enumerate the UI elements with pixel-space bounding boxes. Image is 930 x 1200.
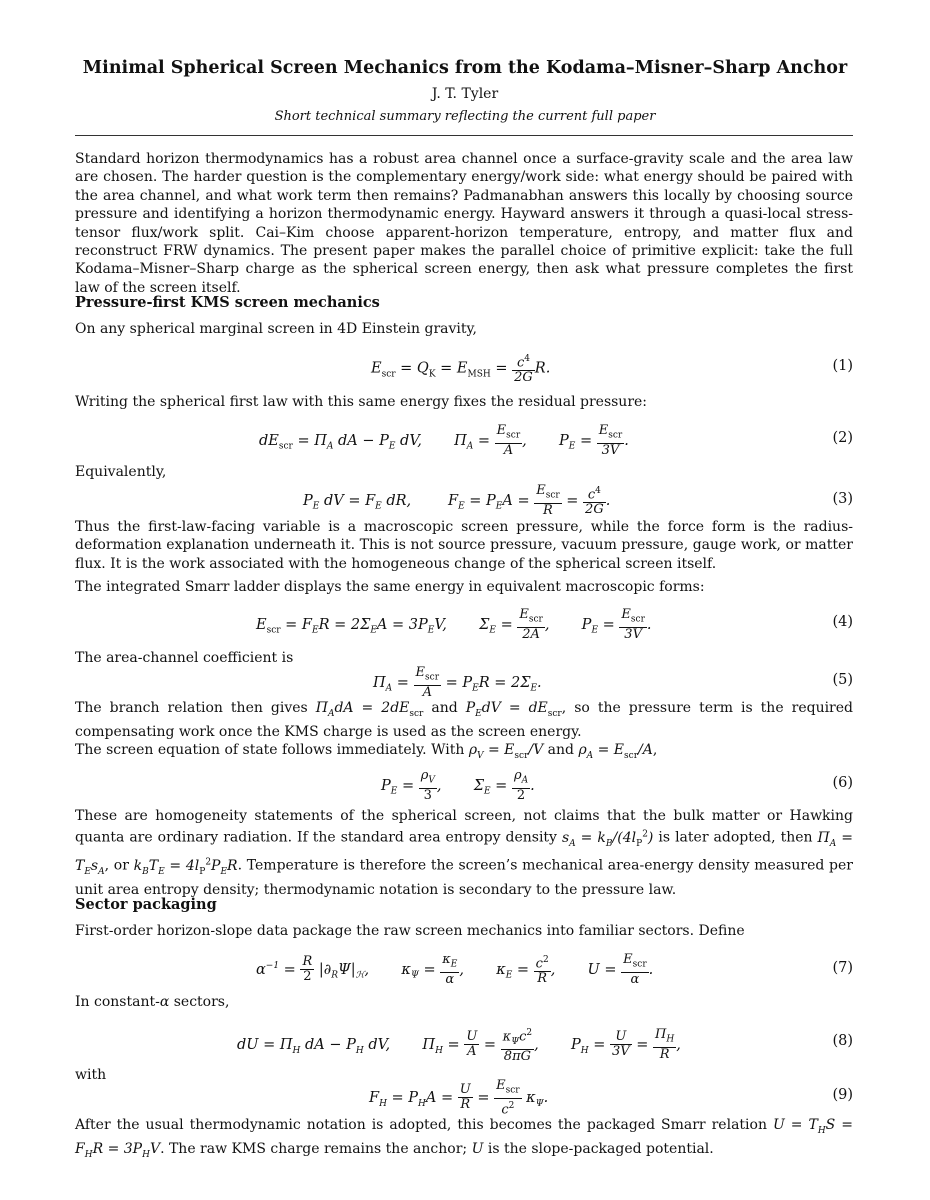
paragraph: In constant-α sectors, — [75, 994, 230, 1010]
paragraph: First-order horizon-slope data package the raw screen mechanics into familiar sectors. Define — [75, 923, 745, 939]
equation-6: $P_E$ = $\frac{\rho_V}{3}$ , $\Sigma_E$ = $\frac{\rho_A}{2}$ . (6) — [381, 768, 853, 803]
paragraph: with — [75, 1067, 107, 1083]
paragraph: Thus the first-law-facing variable is a macroscopic screen pressure, while the force form is the radius-deformation explanation underneath it. This is not source pressure, vacuum pressure, gauge work, or matter flux. It is the work associated with the homogeneous change of the spherical screen itself. — [75, 519, 853, 572]
equation-number: (6) — [832, 775, 853, 791]
equation-1: $E_{scr} = Q_K = E_{MSH}$ = $\frac{c^4}{2G}$ R. (1) — [371, 354, 853, 386]
intro-paragraph: Standard horizon thermodynamics has a robust area channel once a surface-gravity scale and the area law are chosen. The harder question is the complementary energy/work side: what energy should be paired with the area channel, and what work term then remains? Padmanabhan answers this locally by choosing source pressure and identifying a horizon thermodynamic energy. Hayward answers it through a quasi-local stress-tensor flux/work split. Cai–Kim choose apparent-horizon temperature, entropy, and matter flux and reconstruct FRW dynamics. The present paper makes the parallel choice of primitive explicit: take the full Kodama–Misner–Sharp charge as the spherical screen energy, then ask what pressure completes the first law of the screen itself. — [75, 151, 853, 296]
paragraph: These are homogeneity statements of the spherical screen, not claims that the bulk matter or Hawking quanta are ordinary radiation. If the standard area entropy density $s_A = k_B/(4l_P^2)$ is later adopted, then $\Pi_A = T_Es_A$, or $k_BT_E = 4l_P^2P_ER$. Temperature is therefore the screen’s mechanical area-energy density measured per unit area entropy density; thermodynamic notation is secondary to the pressure law. — [75, 808, 853, 899]
subtitle: Short technical summary reflecting the current full paper — [274, 109, 656, 124]
author: J. T. Tyler — [431, 86, 499, 102]
paragraph: The screen equation of state follows immediately. With $\rho_V = E_{scr}/V$ and $\rho_A = E_{scr}/A$, — [75, 742, 658, 761]
equation-number: (4) — [832, 614, 853, 630]
equation-number: (1) — [832, 358, 853, 374]
equation-number: (2) — [832, 430, 853, 446]
equation-4: $E_{scr} = F_ER = 2\Sigma_EA = 3P_EV$, $\Sigma_E$ = $\frac{E_{scr}}{2A}$ , $P_E$ = $\frac{E_{scr}}{3V}$ . (4) — [256, 607, 853, 642]
equation-number: (5) — [832, 672, 853, 688]
equation-5: $\Pi_A$ = $\frac{E_{scr}}{A}$ = $P_ER = 2\Sigma_E$. (5) — [373, 665, 853, 700]
paragraph: The area-channel coefficient is — [75, 650, 294, 666]
equation-8: dU = $\Pi_H$ dA − $P_H$ dV, $\Pi_H$ = $\frac{U}{A}$ = $\frac{\kappa_\Psi c^2}{8\pi G}$ , $P_H$ = $\frac{U}{3V}$ = $\frac{\Pi_H}{R}$ , (8) — [237, 1027, 853, 1064]
paragraph: Writing the spherical first law with this same energy fixes the residual pressure: — [75, 394, 648, 410]
equation-9: $F_H = P_HA$ = $\frac{U}{R}$ = $\frac{E_{scr}}{c^2}$ $\kappa_\Psi$. (9) — [369, 1078, 853, 1117]
equation-number: (8) — [832, 1033, 853, 1049]
paragraph: After the usual thermodynamic notation is adopted, this becomes the packaged Smarr relation $U = T_HS = F_HR = 3P_HV$. The raw KMS charge remains the anchor; U is the slope-packaged potential. — [75, 1117, 853, 1160]
equation-2: $dE_{scr} = \Pi_A$ dA − $P_E$ dV, $\Pi_A$ = $\frac{E_{scr}}{A}$ , $P_E$ = $\frac{E_{scr}}{3V}$ . (2) — [259, 423, 853, 458]
paragraph: The branch relation then gives $\Pi_AdA = 2dE_{scr}$ and $P_EdV = dE_{scr}$, so the pressure term is the required compensating work once the KMS charge is used as the screen energy. — [75, 700, 854, 741]
equation-number: (3) — [832, 491, 853, 507]
divider — [75, 135, 853, 136]
equation-7: $\alpha^{-1}$ = $\frac{R}{2}$ $|\partial_R\Psi|_ℋ$, $\kappa_\Psi$ = $\frac{\kappa_E}{\alpha}$ , $\kappa_E$ = $\frac{c^2}{R}$ , U = $\frac{E_{scr}}{\alpha}$ . (7) — [256, 952, 853, 987]
paragraph: The integrated Smarr ladder displays the same energy in equivalent macroscopic forms: — [75, 579, 705, 595]
paper-title: Minimal Spherical Screen Mechanics from the Kodama–Misner–Sharp Anchor — [82, 58, 848, 78]
equation-number: (7) — [832, 960, 853, 976]
section-heading: Sector packaging — [75, 896, 217, 913]
equation-3: $P_E$ dV = $F_E$ dR, $F_E = P_EA$ = $\frac{E_{scr}}{R}$ = $\frac{c^4}{2G}$ . (3) — [303, 483, 853, 518]
section-heading: Pressure-first KMS screen mechanics — [75, 294, 380, 311]
paragraph: Equivalently, — [75, 464, 167, 480]
equation-number: (9) — [832, 1087, 853, 1103]
paragraph: On any spherical marginal screen in 4D Einstein gravity, — [75, 321, 477, 337]
